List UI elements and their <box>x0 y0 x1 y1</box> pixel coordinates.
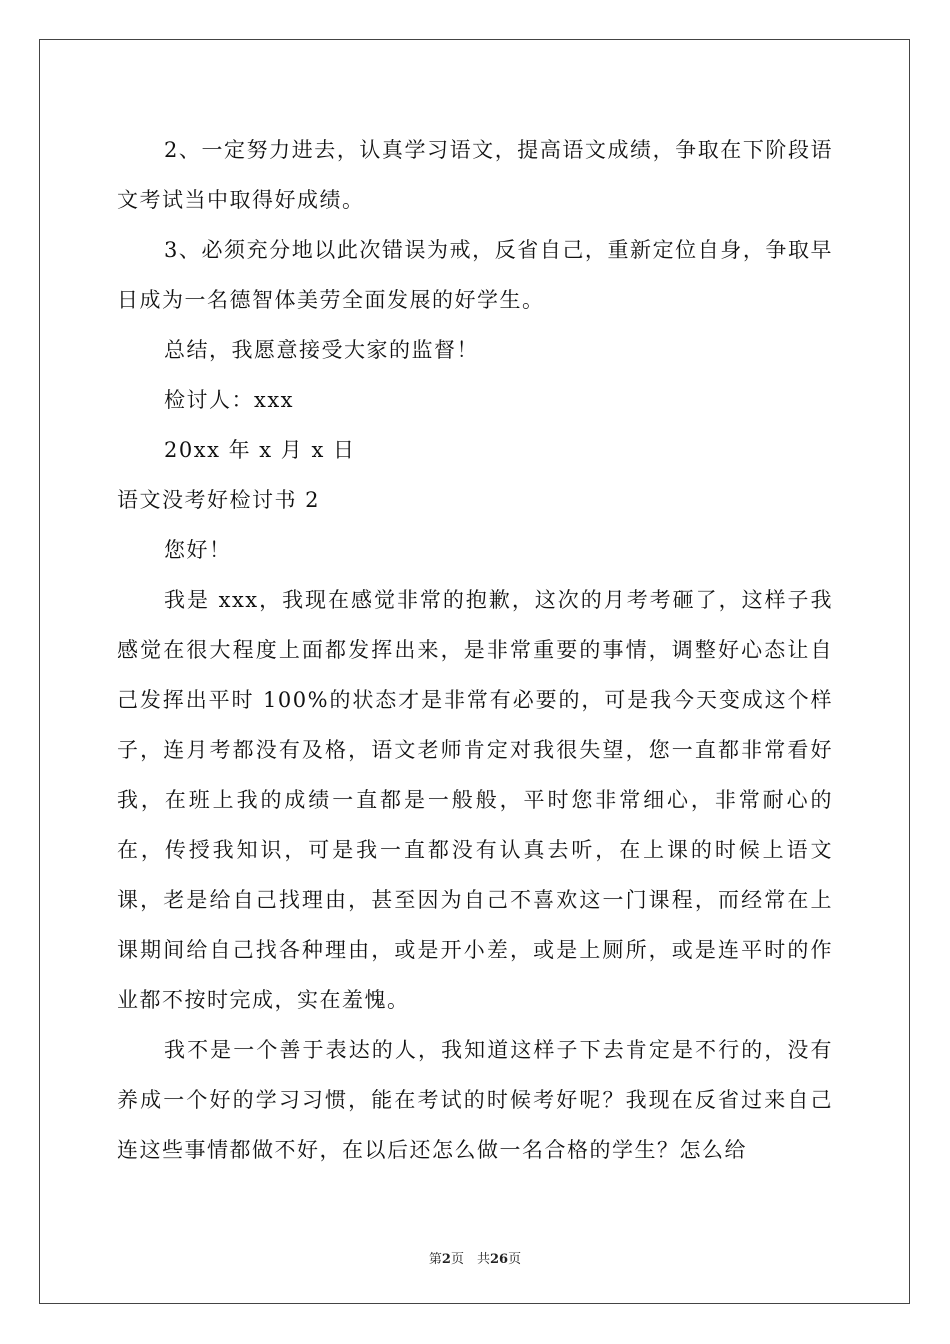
footer-suffix: 页 <box>508 1252 522 1267</box>
paragraph-item-3: 3、必须充分地以此次错误为戒，反省自己，重新定位自身，争取早日成为一名德智体美劳全面发展的好学生。 <box>117 238 833 312</box>
paragraph-summary: 总结，我愿意接受大家的监督！ <box>164 338 479 362</box>
footer-mid: 页 共 <box>450 1252 490 1267</box>
footer-prefix: 第 <box>428 1252 442 1267</box>
section-heading: 语文没考好检讨书 2 <box>117 488 321 512</box>
date-line: 20xx 年 x 月 x 日 <box>164 438 356 462</box>
footer-page-number: 2 <box>441 1252 451 1267</box>
document-body <box>117 125 833 1175</box>
signer-line: 检讨人：xxx <box>164 388 295 412</box>
greeting: 您好！ <box>164 538 232 562</box>
paragraph-body-2: 我不是一个善于表达的人，我知道这样子下去肯定是不行的，没有养成一个好的学习习惯，能在考试的时候考好呢？我现在反省过来自己连这些事情都做不好，在以后还怎么做一名合格的学生？怎么给 <box>117 1038 833 1162</box>
paragraph-body-1: 我是 xxx，我现在感觉非常的抱歉，这次的月考考砸了，这样子我感觉在很大程度上面都发挥出来，是非常重要的事情，调整好心态让自己发挥出平时 100%的状态才是非常有必要的，可是我今天变成这个样子，连月考都没有及格，语文老师肯定对我很失望，您一直都非常看好我，在班上我的成绩一直都是一般般，平时您非常细心，非常耐心的在，传授我知识，可是我一直都没有认真去听，在上课的时候上语文课，老是给自己找理由，甚至因为自己不喜欢这一门课程，而经常在上课期间给自己找各种理由，或是开小差，或是上厕所，或是连平时的作业都不按时完成，实在羞愧。 <box>117 588 833 1012</box>
paragraph-item-2: 2、一定努力进去，认真学习语文，提高语文成绩，争取在下阶段语文考试当中取得好成绩。 <box>117 138 833 212</box>
footer-total-pages: 26 <box>489 1252 509 1267</box>
page-footer <box>0 1248 950 1267</box>
